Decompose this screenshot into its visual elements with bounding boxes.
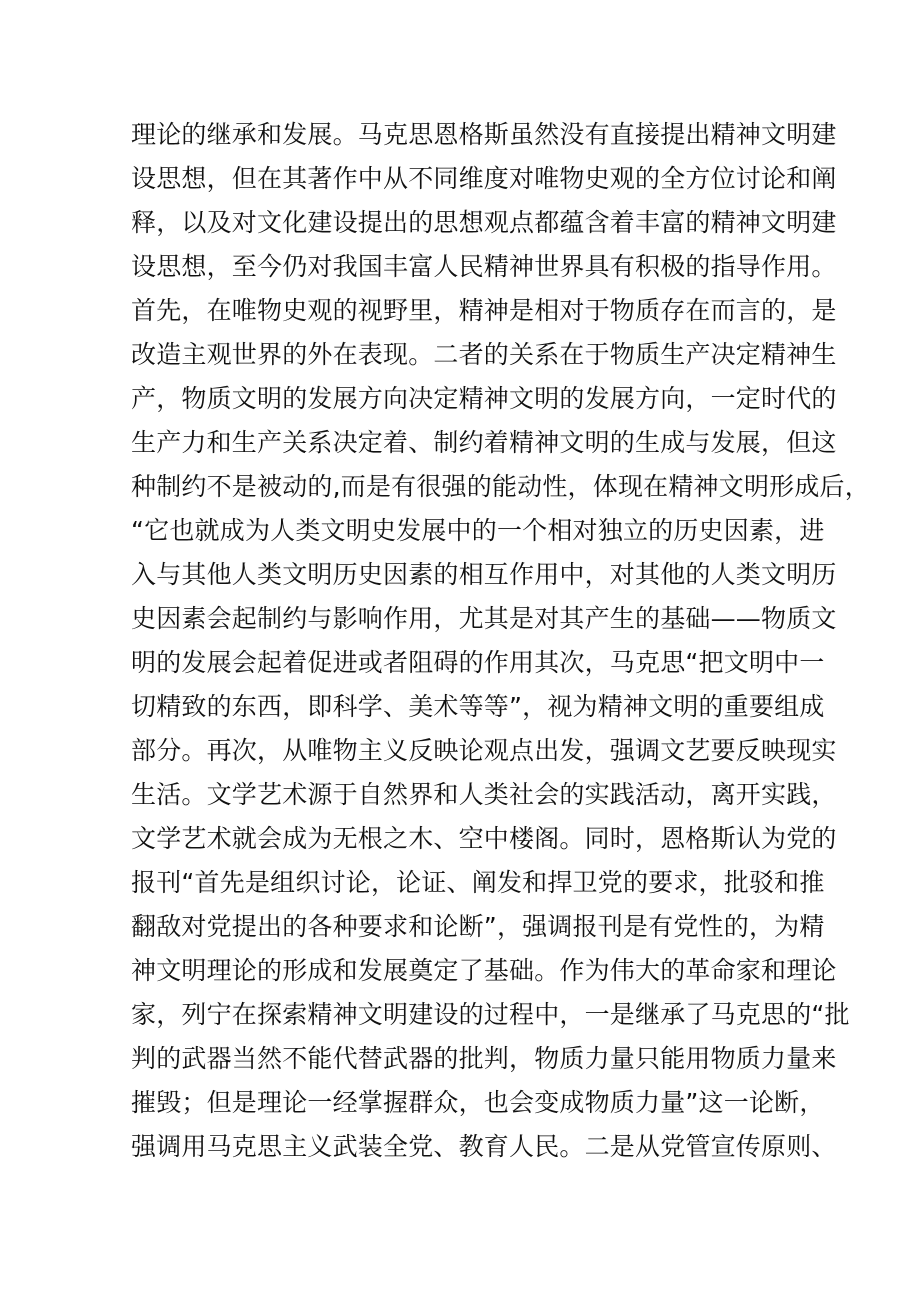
body-text bbox=[131, 113, 870, 1169]
text-line: 生活。文学艺术源于自然界和人类社会的实践活动，离开实践， bbox=[131, 780, 837, 809]
text-line: 产，物质文明的发展方向决定精神文明的发展方向，一定时代的 bbox=[131, 384, 837, 413]
text-line: 部分。再次，从唯物主义反映论观点出发，强调文艺要反映现实 bbox=[131, 736, 837, 765]
text-line: 入与其他人类文明历史因素的相互作用中，对其他的人类文明历 bbox=[131, 560, 837, 589]
text-line: 释，以及对文化建设提出的思想观点都蕴含着丰富的精神文明建 bbox=[131, 208, 837, 237]
text-line: 切精致的东西，即科学、美术等等”，视为精神文明的重要组成 bbox=[131, 692, 825, 721]
text-line: 报刊“首先是组织讨论，论证、阐发和捍卫党的要求，批驳和推 bbox=[131, 868, 825, 897]
text-line: 家，列宁在探索精神文明建设的过程中，一是继承了马克思的“批 bbox=[131, 1000, 850, 1029]
text-line: 翻敌对党提出的各种要求和论断”，强调报刊是有党性的，为精 bbox=[131, 912, 825, 941]
text-line: 强调用马克思主义武装全党、教育人民。二是从党管宣传原则、 bbox=[131, 1132, 837, 1161]
text-line: 生产力和生产关系决定着、制约着精神文明的生成与发展，但这 bbox=[131, 428, 837, 457]
text-line: “它也就成为人类文明史发展中的一个相对独立的历史因素，进 bbox=[131, 516, 825, 545]
text-line: 设思想，但在其著作中从不同维度对唯物史观的全方位讨论和阐 bbox=[131, 164, 837, 193]
text-line: 首先，在唯物史观的视野里，精神是相对于物质存在而言的，是 bbox=[131, 296, 837, 325]
text-line: 神文明理论的形成和发展奠定了基础。作为伟大的革命家和理论 bbox=[131, 956, 837, 985]
text-line: 文学艺术就会成为无根之木、空中楼阁。同时，恩格斯认为党的 bbox=[131, 824, 837, 853]
text-line: 改造主观世界的外在表现。二者的关系在于物质生产决定精神生 bbox=[131, 340, 837, 369]
text-line: 理论的继承和发展。马克思恩格斯虽然没有直接提出精神文明建 bbox=[131, 120, 837, 149]
text-line: 摧毁；但是理论一经掌握群众，也会变成物质力量”这一论断， bbox=[131, 1088, 825, 1117]
text-line: 种制约不是被动的,而是有很强的能动性，体现在精神文明形成后， bbox=[131, 472, 870, 501]
text-line: 设思想，至今仍对我国丰富人民精神世界具有积极的指导作用。 bbox=[131, 252, 837, 281]
text-line: 判的武器当然不能代替武器的批判，物质力量只能用物质力量来 bbox=[131, 1044, 837, 1073]
text-line: 明的发展会起着促进或者阻碍的作用其次，马克思“把文明中一 bbox=[131, 648, 825, 677]
text-line: 史因素会起制约与影响作用，尤其是对其产生的基础——物质文 bbox=[131, 604, 837, 633]
